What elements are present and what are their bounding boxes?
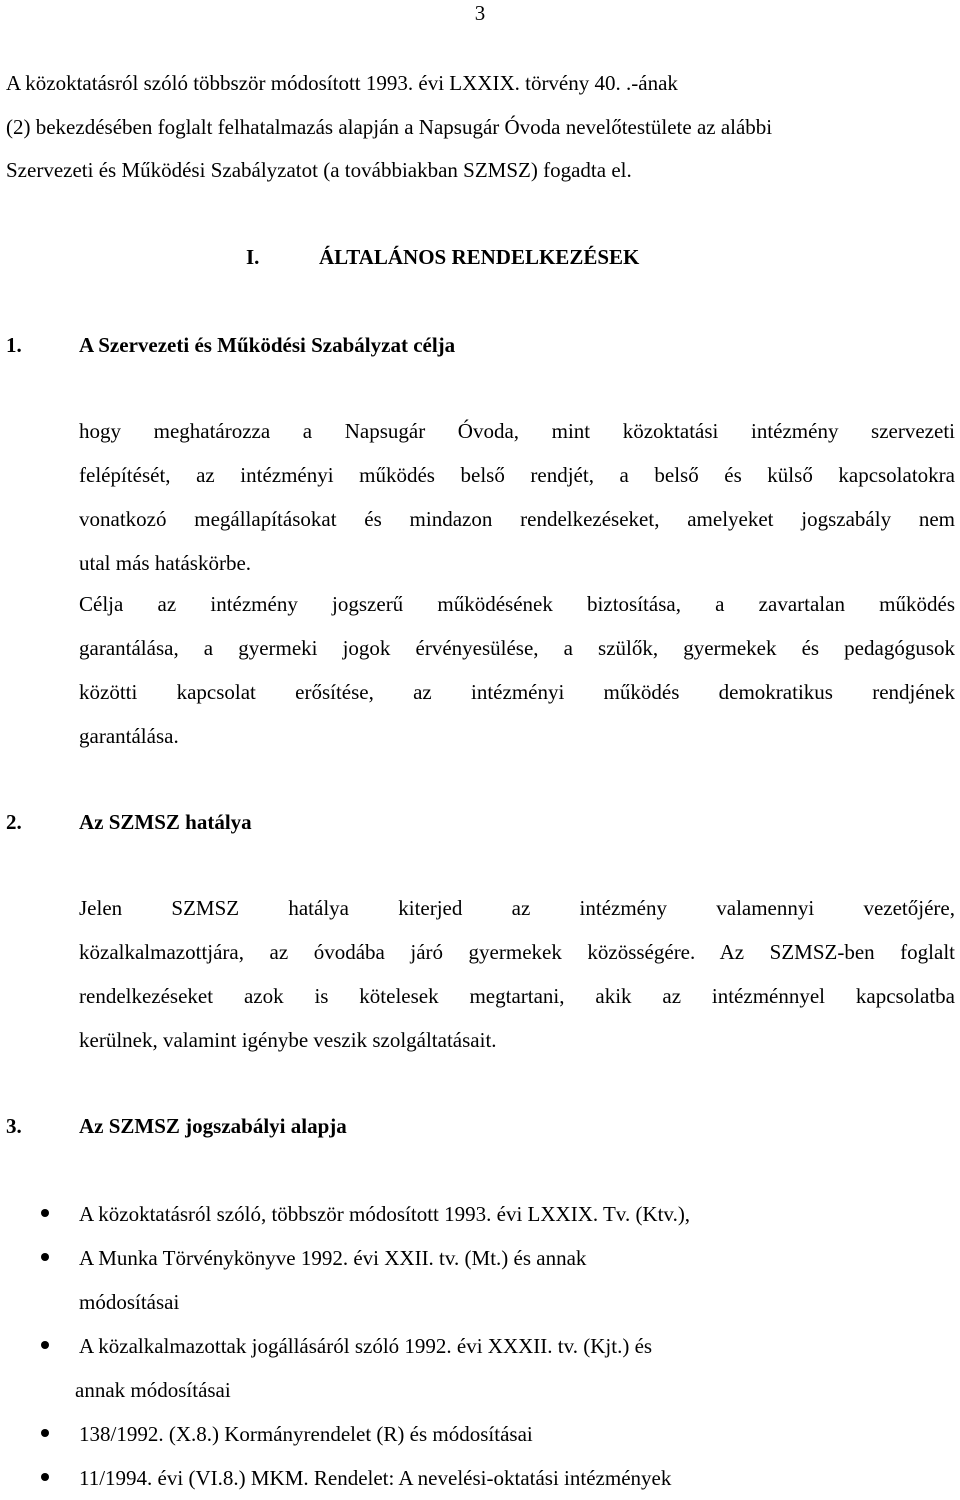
- bullet-icon: [41, 1209, 49, 1217]
- paragraph-line: Jelen SZMSZ hatálya kiterjed az intézmény valamennyi vezetőjére,: [79, 896, 955, 920]
- section-heading-2: [6, 803, 252, 841]
- section-number: 1.: [6, 333, 22, 357]
- list-item-text: 138/1992. (X.8.) Kormányrendelet (R) és módosításai: [79, 1422, 533, 1446]
- intro-line: Szervezeti és Működési Szabályzatot (a továbbiakban SZMSZ) fogadta el.: [6, 158, 632, 182]
- paragraph-line: garantálása.: [79, 724, 179, 748]
- paragraph-line: hogy meghatározza a Napsugár Óvoda, mint közoktatási intézmény szervezeti: [79, 419, 955, 443]
- list-item-text: A közoktatásról szóló, többször módosított 1993. évi LXXIX. Tv. (Ktv.),: [79, 1202, 691, 1226]
- list-item-continuation: annak módosításai: [75, 1378, 231, 1402]
- bullet-icon: [41, 1253, 49, 1261]
- page-number: 3: [474, 1, 486, 25]
- chapter-title: ÁLTALÁNOS RENDELKEZÉSEK: [319, 245, 640, 269]
- list-item-continuation: módosításai: [79, 1290, 180, 1314]
- section-heading-3: [6, 1107, 347, 1145]
- chapter-number: I.: [246, 245, 260, 269]
- section-1-paragraph-2: [79, 582, 955, 758]
- paragraph-line: közötti kapcsolat erősítése, az intézményi működés demokratikus rendjének: [79, 680, 955, 704]
- section-title: Az SZMSZ hatálya: [79, 810, 252, 834]
- section-1-paragraph-1: [79, 409, 955, 585]
- paragraph-line: közalkalmazottjára, az óvodába járó gyermekek közösségére. Az SZMSZ-ben foglalt: [79, 940, 955, 964]
- intro-paragraph: [6, 62, 956, 193]
- bullet-icon: [41, 1429, 49, 1437]
- paragraph-line: Célja az intézmény jogszerű működésének biztosítása, a zavartalan működés: [79, 592, 955, 616]
- chapter-heading: [246, 238, 639, 276]
- list-item-text: A Munka Törvénykönyve 1992. évi XXII. tv. (Mt.) és annak: [79, 1246, 587, 1270]
- paragraph-line: vonatkozó megállapításokat és mindazon rendelkezéseket, amelyeket jogszabály nem: [79, 507, 955, 531]
- section-title: Az SZMSZ jogszabályi alapja: [79, 1114, 347, 1138]
- section-2-paragraph: [79, 886, 955, 1062]
- bullet-icon: [41, 1473, 49, 1481]
- list-item: [0, 1412, 960, 1456]
- intro-line: (2) bekezdésében foglalt felhatalmazás alapján a Napsugár Óvoda nevelőtestülete az alábbi: [6, 114, 773, 139]
- list-item: [0, 1456, 960, 1500]
- intro-line: A közoktatásról szóló többször módosított 1993. évi LXXIX. törvény 40. .-ának: [6, 71, 678, 95]
- section-heading-1: [6, 326, 455, 364]
- legal-basis-list: [0, 1192, 960, 1500]
- list-item: [0, 1236, 960, 1324]
- paragraph-line: utal más hatáskörbe.: [79, 551, 252, 575]
- section-title: A Szervezeti és Működési Szabályzat célja: [79, 333, 456, 357]
- list-item-text: A közalkalmazottak jogállásáról szóló 1992. évi XXXII. tv. (Kjt.) és: [79, 1334, 653, 1358]
- list-item: [0, 1192, 960, 1236]
- section-number: 2.: [6, 810, 22, 834]
- paragraph-line: rendelkezéseket azok is kötelesek megtartani, akik az intézménnyel kapcsolatba: [79, 984, 955, 1008]
- paragraph-line: garantálása, a gyermeki jogok érvényesülése, a szülők, gyermekek és pedagógusok: [79, 636, 955, 660]
- list-item: [0, 1324, 960, 1412]
- paragraph-line: kerülnek, valamint igénybe veszik szolgáltatásait.: [79, 1028, 497, 1052]
- bullet-icon: [41, 1341, 49, 1349]
- section-number: 3.: [6, 1114, 22, 1138]
- paragraph-line: felépítését, az intézményi működés belső rendjét, a belső és külső kapcsolatokra: [79, 463, 955, 487]
- list-item-text: 11/1994. évi (VI.8.) MKM. Rendelet: A nevelési-oktatási intézmények: [79, 1466, 672, 1490]
